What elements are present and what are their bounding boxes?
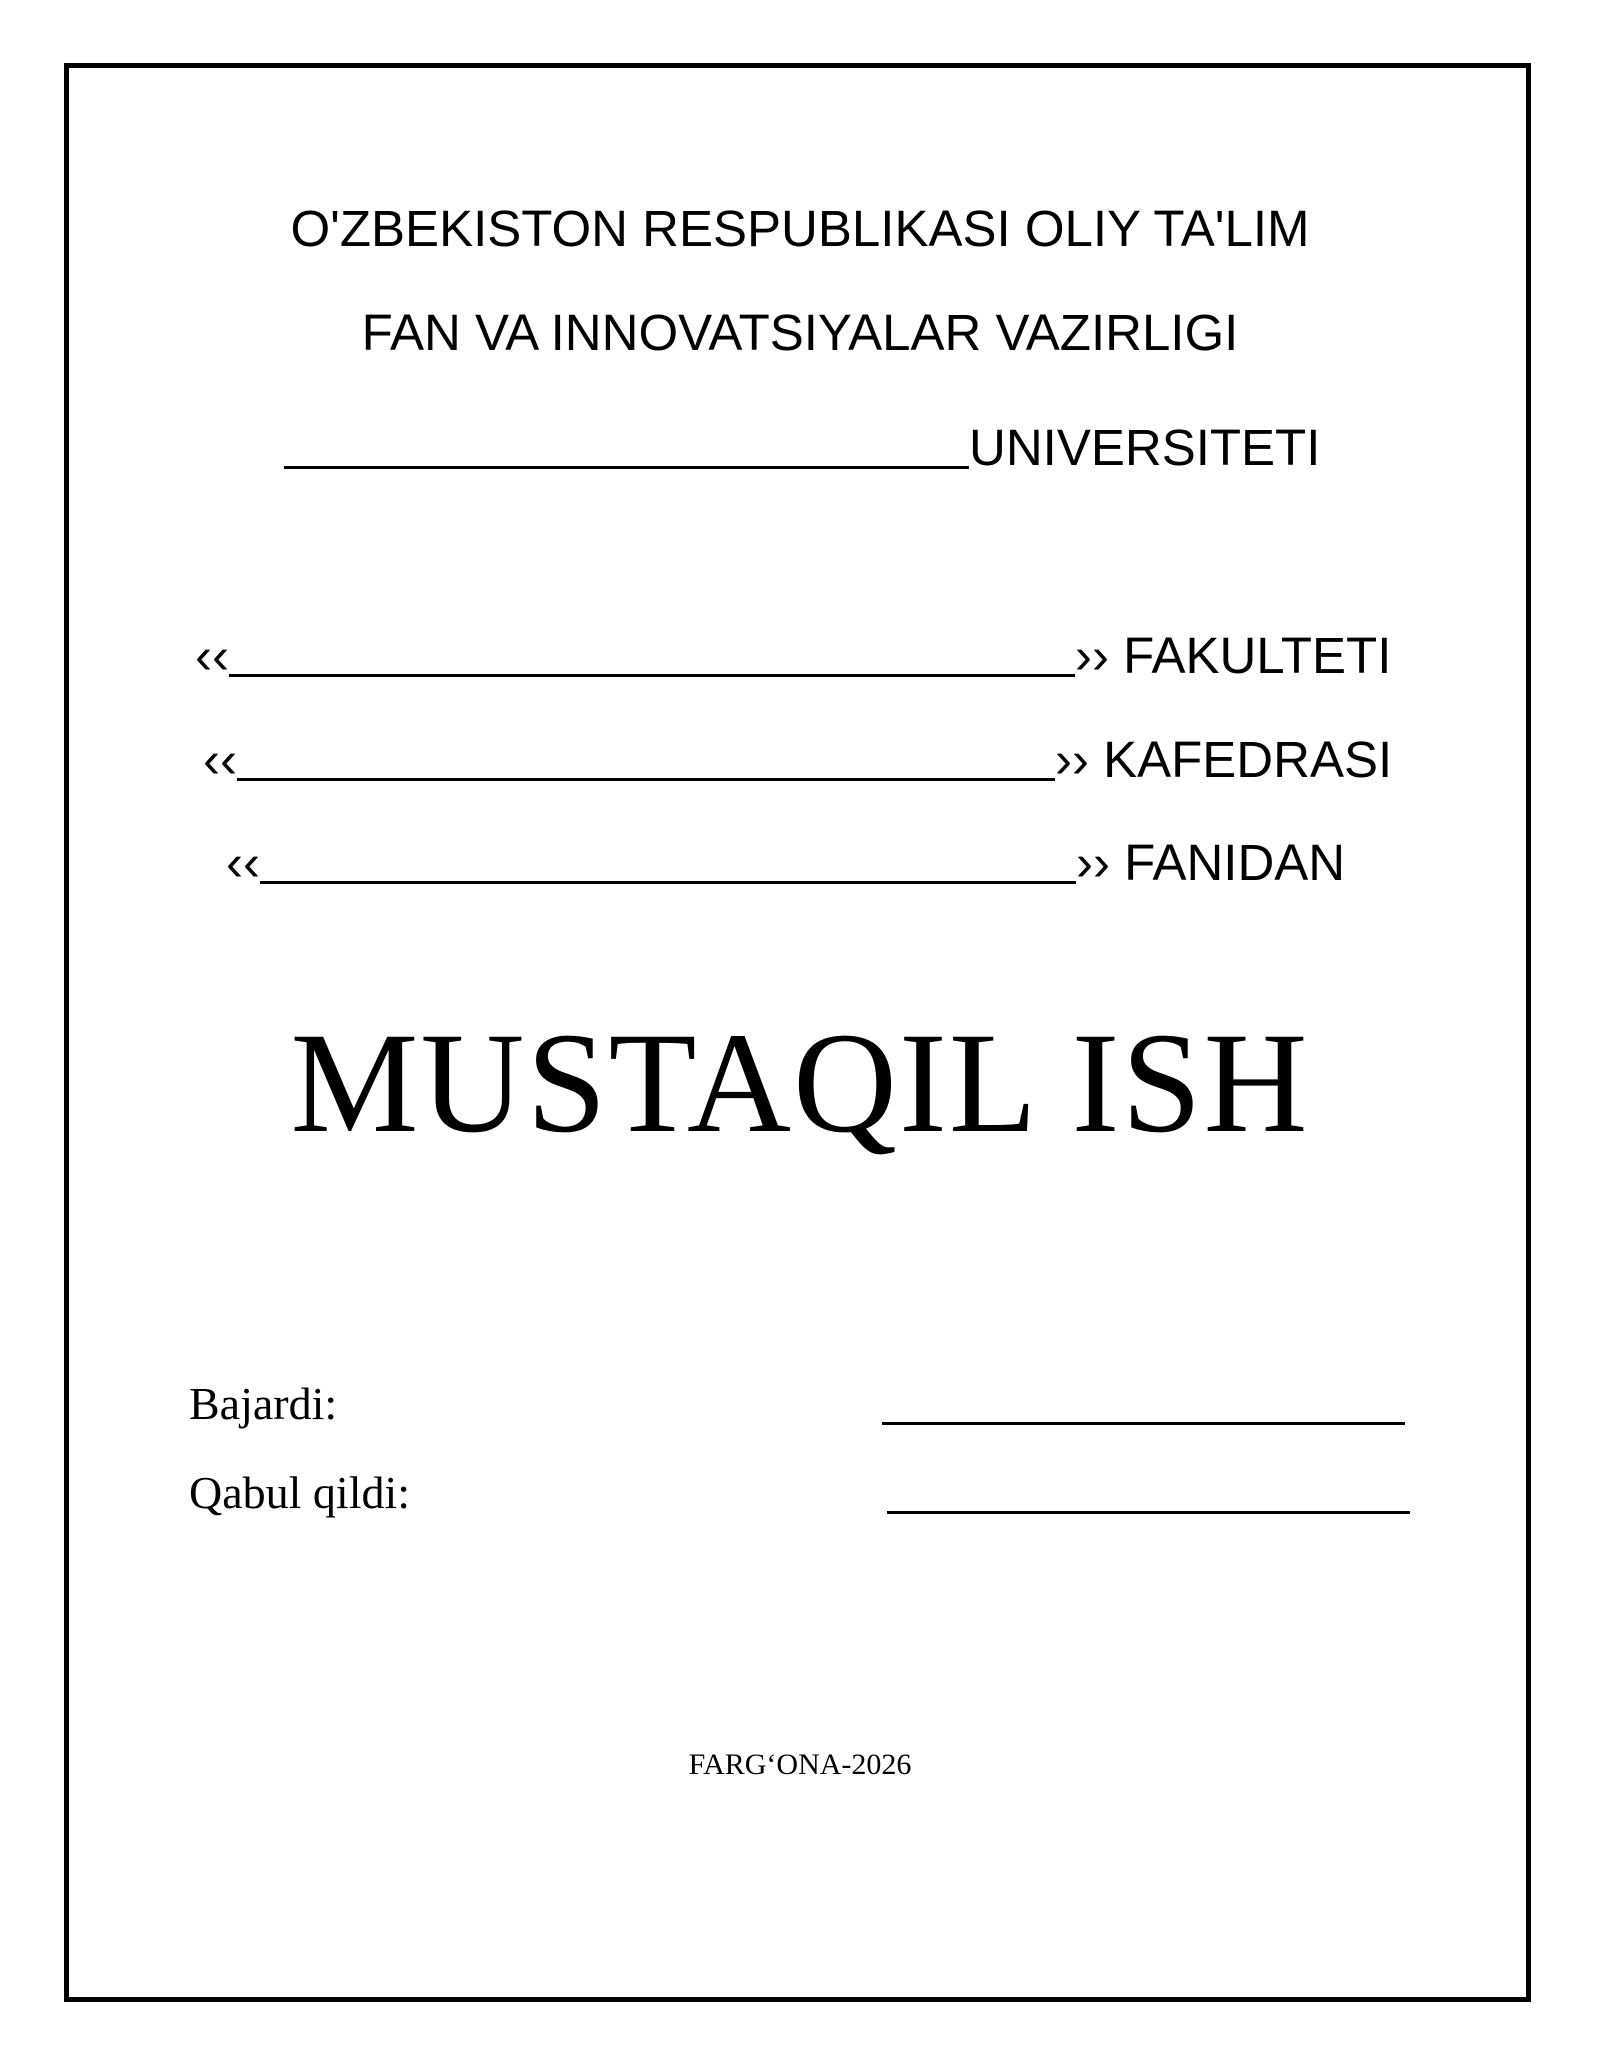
department-close-quote: ›› <box>1054 731 1089 788</box>
faculty-blank <box>229 623 1075 677</box>
subject-blank <box>260 830 1076 884</box>
ministry-line-1-text: O'ZBEKISTON RESPUBLIKASI OLIY TA'LIM <box>290 200 1310 257</box>
department-suffix: KAFEDRASI <box>1103 731 1393 788</box>
department-blank <box>237 727 1055 781</box>
accepted-by-label: Qabul qildi: <box>189 1467 411 1518</box>
faculty-open-quote: ‹‹ <box>195 627 229 684</box>
faculty-suffix: FAKULTETI <box>1123 627 1392 684</box>
subject-close-quote: ›› <box>1075 834 1110 891</box>
university-suffix: UNIVERSITETI <box>969 419 1321 476</box>
subject-open-quote: ‹‹ <box>226 834 260 891</box>
university-blank <box>284 415 969 469</box>
ministry-line-2 <box>0 304 1600 361</box>
subject-suffix: FANIDAN <box>1124 834 1346 891</box>
accepted-by-signature-line <box>887 1511 1410 1514</box>
department-open-quote: ‹‹ <box>203 731 237 788</box>
subject-line <box>226 826 1346 891</box>
performed-by-label: Bajardi: <box>189 1378 338 1429</box>
faculty-close-quote: ›› <box>1074 627 1109 684</box>
faculty-line <box>195 619 1392 684</box>
university-line <box>284 411 1321 476</box>
department-line <box>203 723 1393 788</box>
ministry-line-1 <box>0 200 1600 257</box>
document-title: MUSTAQIL ISH <box>290 1004 1310 1163</box>
performed-by-signature-line <box>882 1422 1405 1425</box>
ministry-line-2-text: FAN VA INNOVATSIYALAR VAZIRLIGI <box>361 304 1239 361</box>
city-year: FARG‘ONA-2026 <box>688 1748 912 1781</box>
